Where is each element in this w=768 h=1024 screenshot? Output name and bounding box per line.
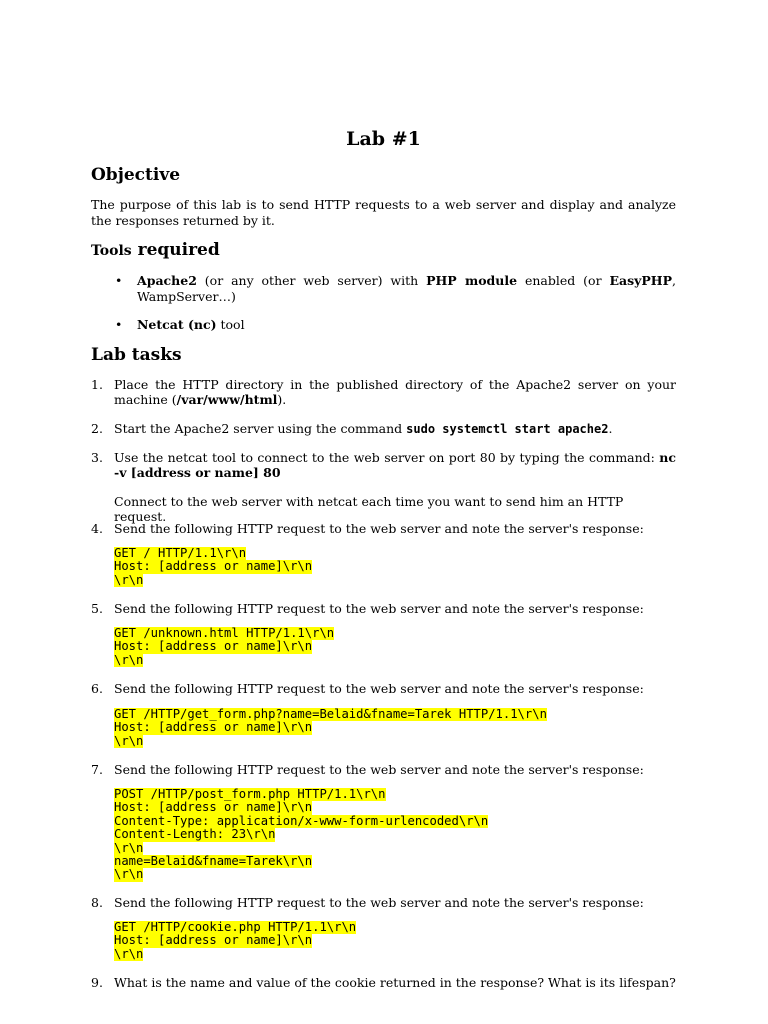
code-block-8: GET /HTTP/cookie.php HTTP/1.1\r\n Host: [address or name]\r\n \r\n — [114, 920, 357, 961]
tools-heading-small: Tools — [91, 243, 132, 259]
tools-item-text: Netcat (nc) tool — [137, 317, 245, 332]
bullet-icon: • — [115, 317, 123, 332]
objective-heading: Objective — [91, 165, 181, 185]
objective-text: The purpose of this lab is to send HTTP requests to a web server and display and analyze the responses returned by it. — [91, 197, 676, 228]
tools-item-text: Apache2 (or any other web server) with PHP module enabled (or EasyPHP, WampServer…) — [137, 273, 676, 304]
tasks-heading: Lab tasks — [91, 345, 182, 365]
tools-heading-large: required — [137, 240, 220, 260]
code-block-6: GET /HTTP/get_form.php?name=Belaid&fname=Tarek HTTP/1.1\r\n Host: [address or name]\r\n \r\n — [114, 707, 547, 748]
code-block-5: GET /unknown.html HTTP/1.1\r\n Host: [address or name]\r\n \r\n — [114, 626, 335, 667]
bullet-icon: • — [115, 273, 123, 288]
page-title: Lab #1 — [346, 128, 421, 150]
code-block-7: POST /HTTP/post_form.php HTTP/1.1\r\n Host: [address or name]\r\n Content-Type: application/x-www-form-urlencoded\r\n Content-Length: 23\r\n \r\n name=Belaid&fname=Tarek\r\n \r\n — [114, 787, 489, 882]
tools-heading — [91, 240, 220, 260]
task-3-note: Connect to the web server with netcat each time you want to send him an HTTP request. — [114, 494, 624, 524]
code-block-4: GET / HTTP/1.1\r\n Host: [address or name]\r\n \r\n — [114, 546, 313, 587]
